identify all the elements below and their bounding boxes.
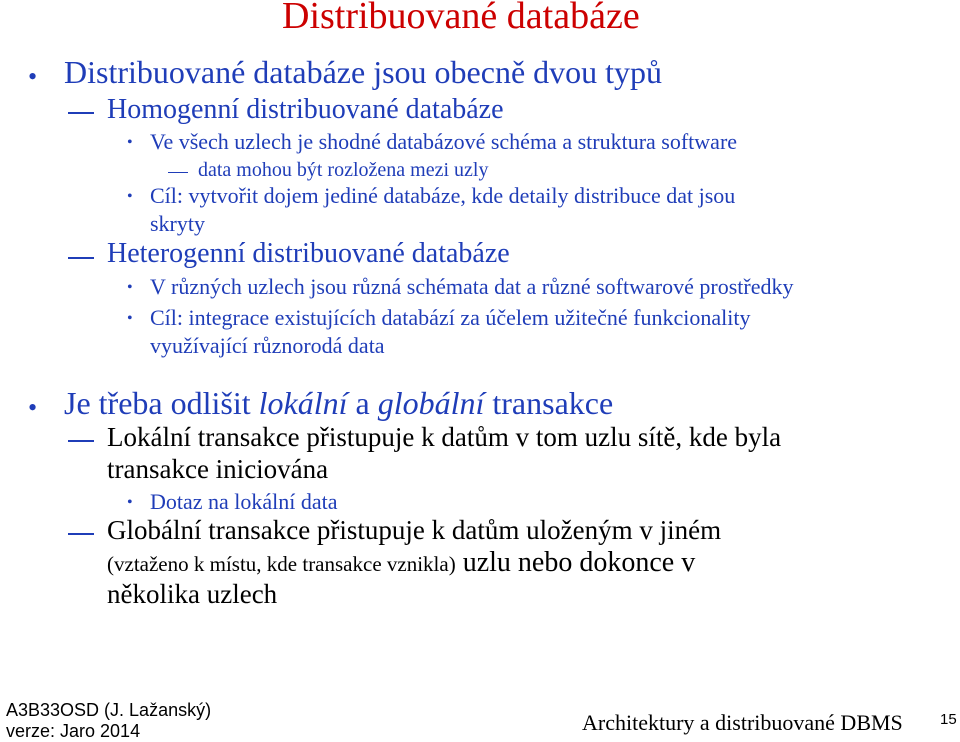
dash-icon [68,440,94,442]
intro-text: Distribuované databáze jsou obecně dvou typů [64,54,663,90]
bullet-icon: • [127,188,133,205]
transactions-intro-prefix: Je třeba odlišit [64,385,259,421]
global-transaction-line2 [107,547,695,579]
global-word: globální [377,385,485,421]
heterogeneous-point-2-cont: využívající různorodá data [150,333,385,358]
transactions-intro [64,385,613,422]
footer-version: verze: Jaro 2014 [6,721,141,741]
global-transaction-line2-rest: uzlu nebo dokonce v [455,547,696,578]
bullet-icon: • [127,134,133,151]
dash-icon [68,257,94,259]
heterogeneous-heading: Heterogenní distribuované databáze [107,238,510,269]
global-transaction-paren: (vztaženo k místu, kde transakce vznikla) [107,552,456,576]
dash-icon [168,172,188,173]
bullet-icon: • [28,393,38,422]
dash-icon [68,112,94,114]
footer-course-info [6,700,211,742]
bullet-icon: • [127,494,133,511]
footer-course: A3B33OSD (J. Lažanský) [6,700,212,720]
homogeneous-subpoint: data mohou být rozložena mezi uzly [198,159,489,181]
heterogeneous-point-1: V různých uzlech jsou různá schémata dat a různé softwarové prostředky [150,274,794,299]
homogeneous-point-1: Ve všech uzlech je shodné databázové schéma a struktura software [150,129,738,154]
page-number: 15 [940,711,957,728]
bullet-icon: • [127,310,133,327]
local-transaction-line1: Lokální transakce přistupuje k datům v tom uzlu sítě, kde byla [107,422,782,452]
transactions-intro-suffix: transakce [484,385,614,421]
footer-lecture: Architektury a distribuované DBMS [582,710,903,735]
local-word: lokální [258,385,348,421]
bullet-icon: • [28,62,38,91]
local-transaction-line2: transakce iniciována [107,454,329,484]
local-transaction-example: Dotaz na lokální data [150,489,338,514]
global-transaction-line1: Globální transakce přistupuje k datům uloženým v jiném [107,515,722,545]
homogeneous-point-2-cont: skryty [150,211,205,236]
conjunction: a [347,385,378,421]
bullet-icon: • [127,279,133,296]
heterogeneous-point-2: Cíl: integrace existujících databází za účelem užitečné funkcionality [150,305,751,330]
dash-icon [68,533,94,535]
homogeneous-heading: Homogenní distribuované databáze [107,94,504,125]
global-transaction-line3: několika uzlech [107,579,278,609]
homogeneous-point-2: Cíl: vytvořit dojem jediné databáze, kde detaily distribuce dat jsou [150,183,736,208]
slide-title: Distribuované databáze [282,0,640,37]
